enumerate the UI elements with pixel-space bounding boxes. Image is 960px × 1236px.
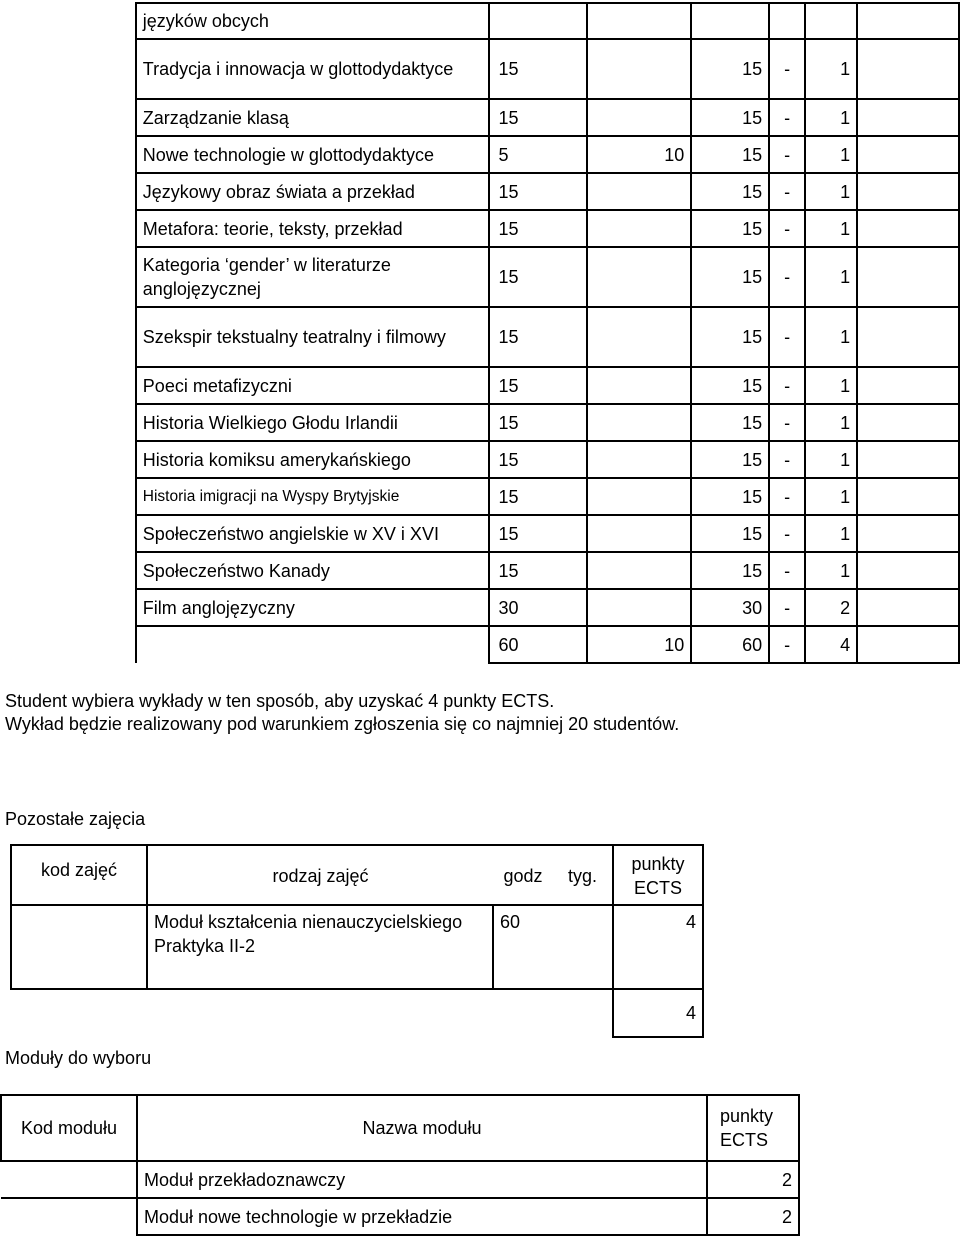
total-hours: 15	[691, 404, 769, 441]
header-week: tyg.	[553, 845, 613, 905]
ects-points: 1	[805, 210, 857, 247]
ects-points: 1	[805, 441, 857, 478]
table-row	[0, 136, 959, 173]
course-name: Językowy obraz świata a przekład	[136, 173, 490, 210]
course-name: Film anglojęzyczny	[136, 589, 490, 626]
courses-table	[0, 2, 960, 664]
other-classes-title: Pozostałe zajęcia	[5, 809, 146, 829]
other-hours	[587, 99, 691, 136]
module-ects: 2	[707, 1198, 799, 1235]
other-hours	[587, 478, 691, 515]
lecture-hours: 15	[489, 307, 587, 367]
table-row	[0, 210, 959, 247]
dash: -	[769, 99, 805, 136]
total-hours: 15	[691, 39, 769, 99]
ects-points: 1	[805, 39, 857, 99]
total-row	[11, 989, 703, 1037]
lecture-hours: 15	[489, 478, 587, 515]
cell-type: Moduł kształcenia nienauczycielskiego Praktyka II-2	[147, 905, 493, 989]
ects-points: 1	[805, 173, 857, 210]
other-classes-table	[10, 844, 704, 1038]
modules-title: Moduły do wyboru	[5, 1048, 152, 1068]
total-hours: 15	[691, 515, 769, 552]
courses-body	[0, 3, 959, 663]
course-name: Społeczeństwo angielskie w XV i XVI	[136, 515, 490, 552]
course-name: Społeczeństwo Kanady	[136, 552, 490, 589]
total-hours: 15	[691, 247, 769, 307]
table-row	[0, 247, 959, 307]
other-hours	[587, 589, 691, 626]
course-name: Metafora: teorie, teksty, przekład	[136, 210, 490, 247]
cell-hours: 60	[493, 905, 553, 989]
other-hours	[587, 210, 691, 247]
table-header-row	[1, 1095, 799, 1161]
dash: -	[769, 136, 805, 173]
lecture-hours: 15	[489, 99, 587, 136]
dash: -	[769, 247, 805, 307]
cell-code	[11, 905, 147, 989]
total-hours: 15	[691, 307, 769, 367]
total-hours: 15	[691, 367, 769, 404]
course-name: Zarządzanie klasą	[136, 99, 490, 136]
course-name: Historia imigracji na Wyspy Brytyjskie	[136, 478, 490, 515]
total-hours: 15	[691, 552, 769, 589]
ects-points: 1	[805, 247, 857, 307]
header-module-name: Nazwa modułu	[137, 1095, 707, 1161]
lecture-hours: 15	[489, 247, 587, 307]
total-hours: 15	[691, 173, 769, 210]
table-row	[0, 515, 959, 552]
ects-points: 1	[805, 552, 857, 589]
dash: -	[769, 39, 805, 99]
other-hours: 10	[587, 136, 691, 173]
course-name: Nowe technologie w glottodydaktyce	[136, 136, 490, 173]
lecture-hours: 15	[489, 173, 587, 210]
note-min-students: Wykład będzie realizowany pod warunkiem zgłoszenia się co najmniej 20 studentów.	[5, 714, 680, 734]
header-module-ects: punkty ECTS	[707, 1095, 799, 1161]
table-row	[1, 1161, 799, 1198]
lecture-hours: 15	[489, 404, 587, 441]
header-hours: godz	[493, 845, 553, 905]
modules-table	[0, 1094, 800, 1236]
dash: -	[769, 307, 805, 367]
dash: -	[769, 173, 805, 210]
total-hours: 15	[691, 136, 769, 173]
course-name: Szekspir tekstualny teatralny i filmowy	[136, 307, 490, 367]
other-hours	[587, 173, 691, 210]
lecture-hours: 15	[489, 367, 587, 404]
lecture-hours: 5	[489, 136, 587, 173]
lecture-hours: 30	[489, 589, 587, 626]
table-row	[0, 367, 959, 404]
table-row	[0, 478, 959, 515]
lecture-hours: 15	[489, 441, 587, 478]
cell-week	[553, 905, 613, 989]
ects-points: 1	[805, 478, 857, 515]
total-hours: 15	[691, 441, 769, 478]
lecture-hours: 15	[489, 39, 587, 99]
other-hours	[587, 39, 691, 99]
other-hours	[587, 404, 691, 441]
table-row	[0, 404, 959, 441]
header-code: kod zajęć	[11, 845, 147, 905]
cell-ects: 4	[613, 905, 703, 989]
total-hours: 30	[691, 589, 769, 626]
other-hours	[587, 515, 691, 552]
sum-total-hours: 60	[691, 626, 769, 663]
table-row	[1, 1198, 799, 1235]
table-header-row	[11, 845, 703, 905]
ects-points: 1	[805, 404, 857, 441]
dash: -	[769, 552, 805, 589]
ects-points: 2	[805, 589, 857, 626]
course-name: Historia Wielkiego Głodu Irlandii	[136, 404, 490, 441]
dash: -	[769, 404, 805, 441]
other-hours	[587, 552, 691, 589]
table-row	[0, 441, 959, 478]
modules-body	[1, 1161, 799, 1235]
sum-lecture-hours: 60	[489, 626, 587, 663]
table-row	[0, 173, 959, 210]
total-hours: 15	[691, 99, 769, 136]
table-row	[0, 39, 959, 99]
lecture-hours: 15	[489, 552, 587, 589]
total-ects: 4	[613, 989, 703, 1037]
other-hours	[587, 247, 691, 307]
other-hours	[587, 307, 691, 367]
other-hours	[587, 441, 691, 478]
dash: -	[769, 589, 805, 626]
other-hours	[587, 367, 691, 404]
table-row	[11, 905, 703, 989]
total-row	[0, 626, 959, 663]
total-hours: 15	[691, 478, 769, 515]
lecture-hours: 15	[489, 515, 587, 552]
ects-points: 1	[805, 136, 857, 173]
header-module-code: Kod modułu	[1, 1095, 137, 1161]
dash: -	[769, 367, 805, 404]
table-row	[0, 589, 959, 626]
course-name: Historia komiksu amerykańskiego	[136, 441, 490, 478]
ects-points: 1	[805, 99, 857, 136]
sum-other-hours: 10	[587, 626, 691, 663]
table-row	[0, 307, 959, 367]
course-name: Kategoria ‘gender’ w literaturze anglojęzycznej	[136, 247, 490, 307]
ects-points: 1	[805, 515, 857, 552]
table-row	[0, 99, 959, 136]
dash: -	[769, 515, 805, 552]
course-name: Poeci metafizyczni	[136, 367, 490, 404]
header-type: rodzaj zajęć	[147, 845, 493, 905]
table-row	[0, 3, 959, 39]
module-ects: 2	[707, 1161, 799, 1198]
module-name: Moduł nowe technologie w przekładzie	[137, 1198, 707, 1235]
table-row	[0, 552, 959, 589]
ects-points: 1	[805, 367, 857, 404]
note-ects: Student wybiera wykłady w ten sposób, aby uzyskać 4 punkty ECTS.	[5, 691, 555, 711]
dash: -	[769, 441, 805, 478]
course-name: języków obcych	[136, 3, 490, 39]
dash: -	[769, 478, 805, 515]
course-name: Tradycja i innowacja w glottodydaktyce	[136, 39, 490, 99]
module-name: Moduł przekładoznawczy	[137, 1161, 707, 1198]
header-ects: punkty ECTS	[613, 845, 703, 905]
sum-ects: 4	[805, 626, 857, 663]
dash: -	[769, 626, 805, 663]
total-hours: 15	[691, 210, 769, 247]
lecture-hours: 15	[489, 210, 587, 247]
ects-points: 1	[805, 307, 857, 367]
dash: -	[769, 210, 805, 247]
